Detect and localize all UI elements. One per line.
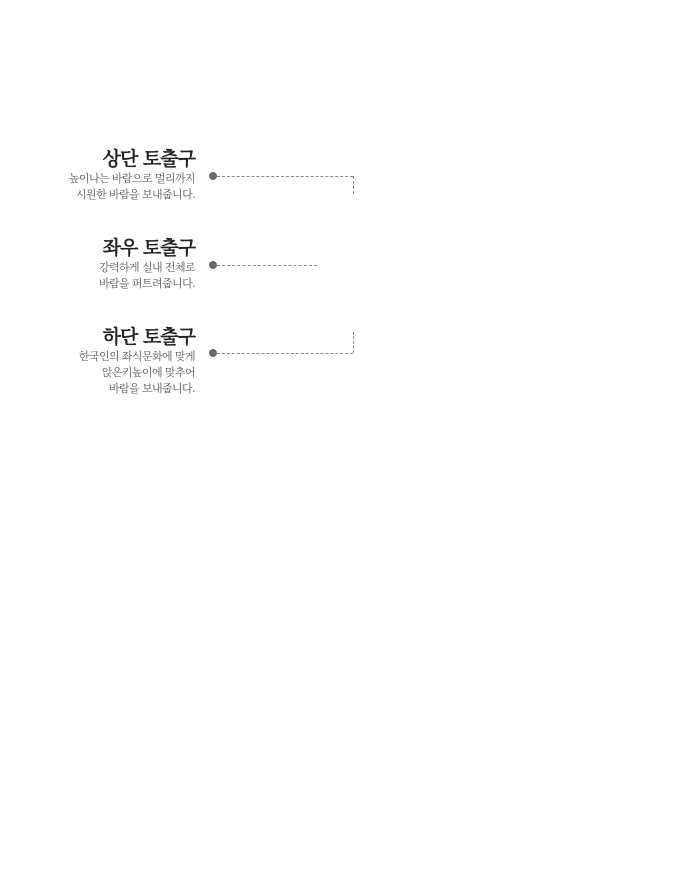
description-line: 바람을 퍼트려줍니다. [98,277,195,290]
description-line: 앉은키높이에 맞추어 [101,366,195,379]
leader-line-tick [353,176,354,194]
description-line: 한국인의 좌식문화에 맞게 [78,350,195,363]
callout-title: 상단 토출구 [102,148,195,170]
callout-description [79,349,195,397]
callout-title: 하단 토출구 [102,326,195,348]
callout-top-outlet [69,147,195,203]
leader-dot [209,349,217,357]
description-line: 시원한 바람을 보내줍니다. [76,188,195,201]
leader-line [217,265,317,266]
callout-description [69,171,195,203]
callout-side-outlet [99,236,195,292]
leader-line [217,353,353,354]
description-line: 바람을 보내줍니다. [108,382,195,395]
callout-title: 좌우 토출구 [102,237,195,259]
callout-bottom-outlet [79,325,195,397]
description-line: 높이나는 바람으로 멀리까지 [68,172,195,185]
leader-line-tick [353,332,354,353]
leader-line [217,176,353,177]
callout-description [99,260,195,292]
leader-dot [209,261,217,269]
description-line: 강력하게 실내 전체로 [98,261,195,274]
leader-dot [209,172,217,180]
